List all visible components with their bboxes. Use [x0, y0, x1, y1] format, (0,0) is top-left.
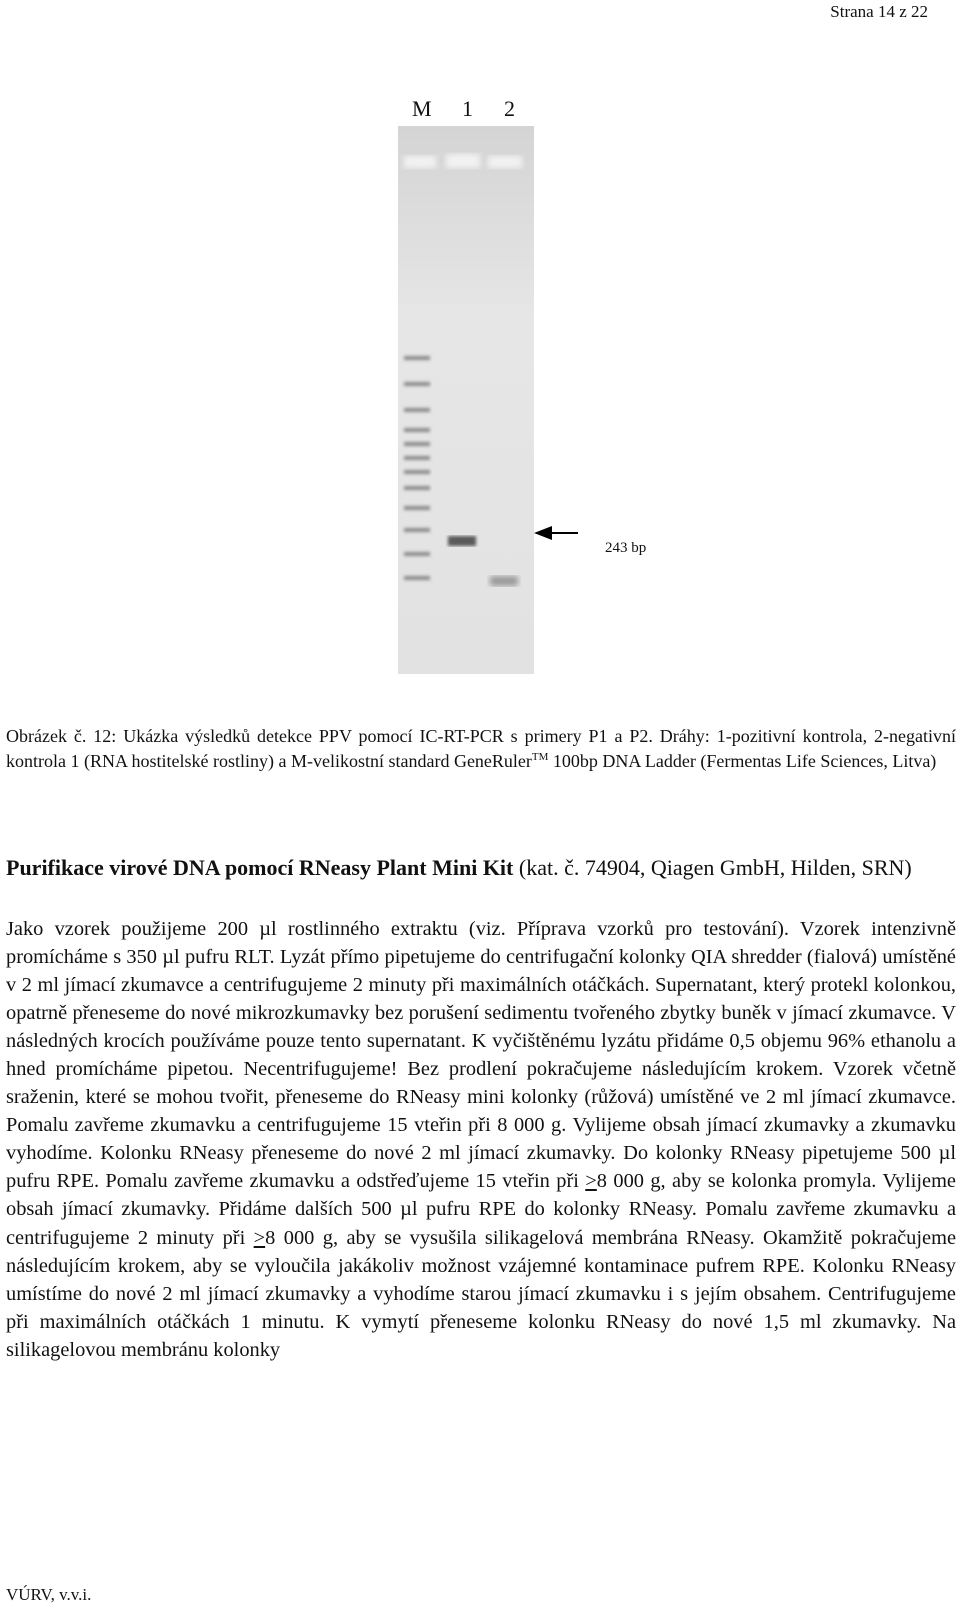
well-m: [404, 156, 436, 168]
section-heading-rest: (kat. č. 74904, Qiagen GmbH, Hilden, SRN): [513, 855, 912, 880]
figure-caption: [6, 724, 956, 774]
page-number: Strana 14 z 22: [830, 2, 928, 21]
body-paragraph: [6, 915, 956, 1364]
band-lane-2: [490, 576, 518, 586]
band-lane-1: [448, 536, 476, 546]
well-1: [446, 154, 480, 168]
paragraph-part-3: 8 000 g, aby se vysušila silikagelová membrána RNeasy. Okamžitě pokračujeme následujícím krokem, aby se vyloučila jakákoliv možnost vzájemné kontaminace pufrem RPE. Kolonku RNeasy umístíme do nové 2 ml jímací zkumavky a vyhodíme starou jímací zkumavku i s jejím obsahem. Centrifugujeme při maximálních otáčkách 1 minutu. K vymytí přeneseme kolonku RNeasy do nové 1,5 ml zkumavky. Na silikagelovou membránu kolonky: [6, 1226, 956, 1361]
footer-institution: VÚRV, v.v.i.: [6, 1585, 92, 1604]
gel-background: [398, 126, 534, 674]
section-heading-bold: Purifikace virové DNA pomocí RNeasy Plant Mini Kit: [6, 855, 514, 880]
caption-text-2: 100bp DNA Ladder (Fermentas Life Sciences, Litva): [548, 751, 937, 771]
ge-symbol-1: >: [585, 1170, 597, 1193]
arrow-left-icon: [534, 526, 578, 540]
lane-label-1: 1: [462, 96, 473, 121]
caption-text-1: Obrázek č. 12: Ukázka výsledků detekce PPV pomocí IC-RT-PCR s primery P1 a P2. Dráhy: 1-pozitivní kontrola, 2-negativní kontrola 1 (RNA hostitelské rostliny) a M-velikostní standard GeneRuler: [6, 726, 956, 771]
paragraph-part-1: Jako vzorek použijeme 200 µl rostlinného extraktu (viz. Příprava vzorků pro testování). Vzorek intenzivně promícháme s 350 µl pufru RLT. Lyzát přímo pipetujeme do centrifugační kolonky QIA shredder (fialová) umístěné v 2 ml jímací zkumavce a centrifugujeme 2 minuty při maximálních otáčkách. Supernatant, který protekl kolonkou, opatrně přeneseme do nové mikrozkumavky bez porušení sedimentu tvořeného zbytky buněk v jímací zkumavce. V následných krocích používáme pouze tento supernatant. K vyčištěnému lyzátu přidáme 0,5 objemu 96% ethanolu a hned promícháme pipetou. Necentrifugujeme! Bez prodlení pokračujeme následujícím krokem. Vzorek včetně sraženin, které se mohou tvořit, přeneseme do RNeasy mini kolonky (růžová) umístěné ve 2 ml jímací zkumavce. Pomalu zavřeme zkumavku a centrifugujeme 15 vteřin při 8 000 g. Vylijeme obsah jímací zkumavky a zkumavku vyhodíme. Kolonku RNeasy přeneseme do nové 2 ml jímací zkumavky. Do kolonky RNeasy pipetujeme 500 µl pufru RPE. Pomalu zavřeme zkumavku a odstřeďujeme 15 vteřin při: [6, 918, 956, 1193]
section-heading: [6, 852, 956, 883]
band-size-label: 243 bp: [605, 540, 647, 556]
lane-label-m: M: [412, 96, 432, 121]
ge-symbol-2: >: [253, 1226, 266, 1249]
paragraph-part-2: 8 000 g, aby se kolonka promyla. Vylijeme obsah jímací zkumavky. Přidáme dalších 500 µl pufru RPE do kolonky RNeasy. Pomalu zavřeme zkumavku a centrifugujeme 2 minuty při: [6, 1170, 956, 1249]
gel-electrophoresis-image: [0, 0, 960, 700]
trademark-mark: TM: [531, 751, 549, 763]
lane-label-2: 2: [504, 96, 515, 121]
well-2: [488, 156, 522, 168]
